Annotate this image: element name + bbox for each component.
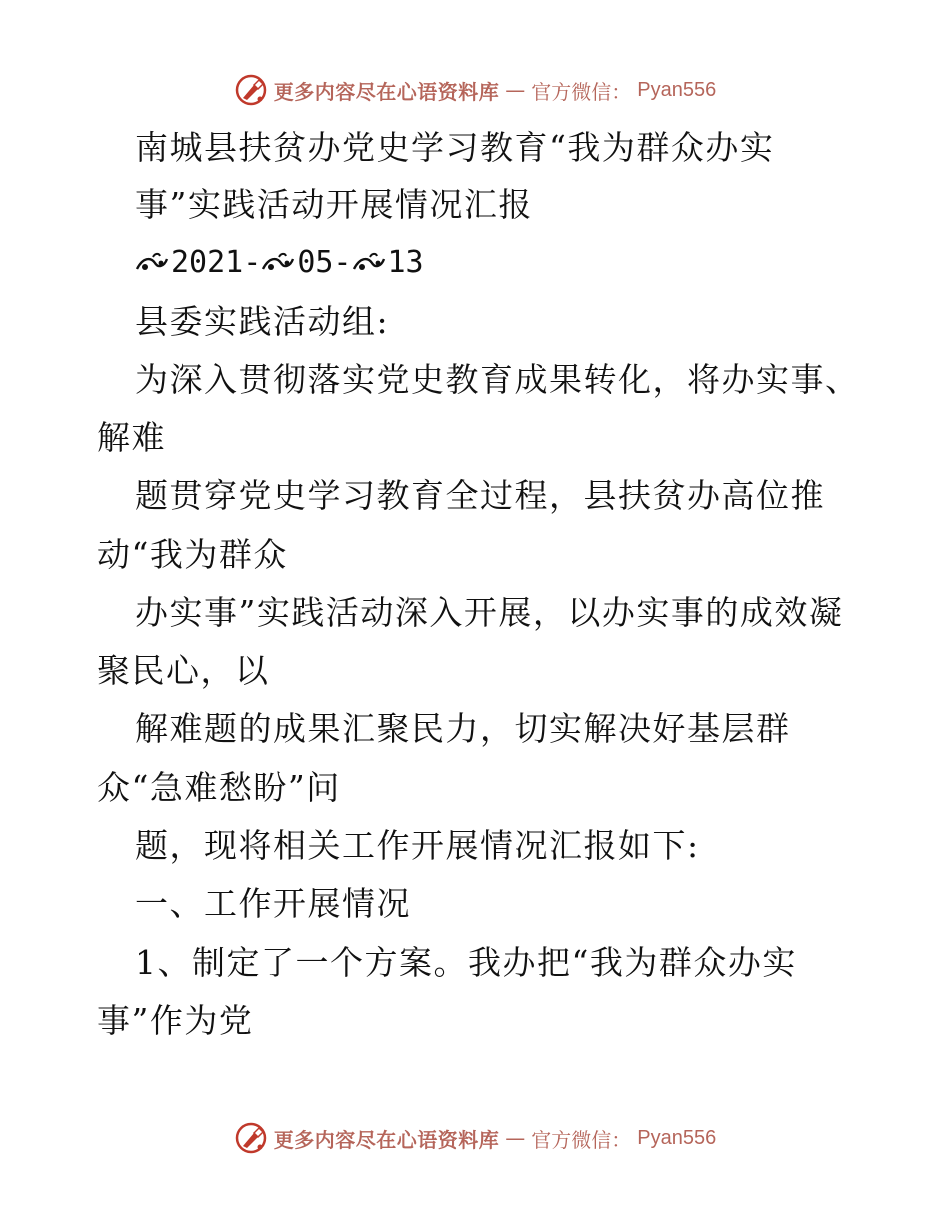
banner-wechat-label: 官方微信： (531, 79, 632, 104)
banner-brand-text: 更多内容尽在心语资料库 (273, 79, 500, 104)
section-heading: 一、工作开展情况 (135, 884, 411, 923)
banner-wechat-id: Pyan556 (637, 1126, 717, 1149)
floral-ornament-icon (352, 251, 386, 275)
body-line: 办实事”实践活动深入开展，以办实事的成效凝 (135, 593, 844, 632)
pen-nib-logo-icon (234, 1121, 268, 1155)
body-line: 题，现将相关工作开展情况汇报如下: (135, 826, 700, 865)
banner-dash: — (505, 1126, 526, 1150)
header-watermark-banner (0, 70, 950, 110)
body-line: 题贯穿党史学习教育全过程，县扶贫办高位推 (135, 476, 825, 515)
date-day: 13 (387, 245, 424, 280)
document-date (135, 243, 424, 283)
document-title-line-2: 事”实践活动开展情况汇报 (135, 185, 533, 224)
date-year: 2021- (171, 245, 262, 280)
date-month: 05- (297, 245, 352, 280)
document-addressee: 县委实践活动组: (135, 302, 390, 341)
floral-ornament-icon (261, 251, 295, 275)
body-line: 解难 (97, 418, 166, 457)
floral-ornament-icon (135, 251, 169, 275)
body-line: 众“急难愁盼”问 (97, 768, 341, 807)
body-line: 为深入贯彻落实党史教育成果转化，将办实事、 (135, 360, 860, 399)
footer-watermark-banner (0, 1118, 950, 1158)
banner-brand-text: 更多内容尽在心语资料库 (273, 1127, 500, 1152)
body-line: 解难题的成果汇聚民力，切实解决好基层群 (135, 709, 791, 748)
banner-wechat-id: Pyan556 (637, 78, 717, 101)
body-line: 事”作为党 (97, 1001, 254, 1040)
body-line: 聚民心，以 (97, 651, 270, 690)
body-line: 1、制定了一个方案。我办把“我为群众办实 (135, 943, 797, 982)
banner-dash: — (505, 78, 526, 102)
document-title-line-1: 南城县扶贫办党史学习教育“我为群众办实 (135, 128, 775, 167)
banner-wechat-label: 官方微信： (531, 1127, 632, 1152)
body-line: 动“我为群众 (97, 535, 288, 574)
pen-nib-logo-icon (234, 73, 268, 107)
